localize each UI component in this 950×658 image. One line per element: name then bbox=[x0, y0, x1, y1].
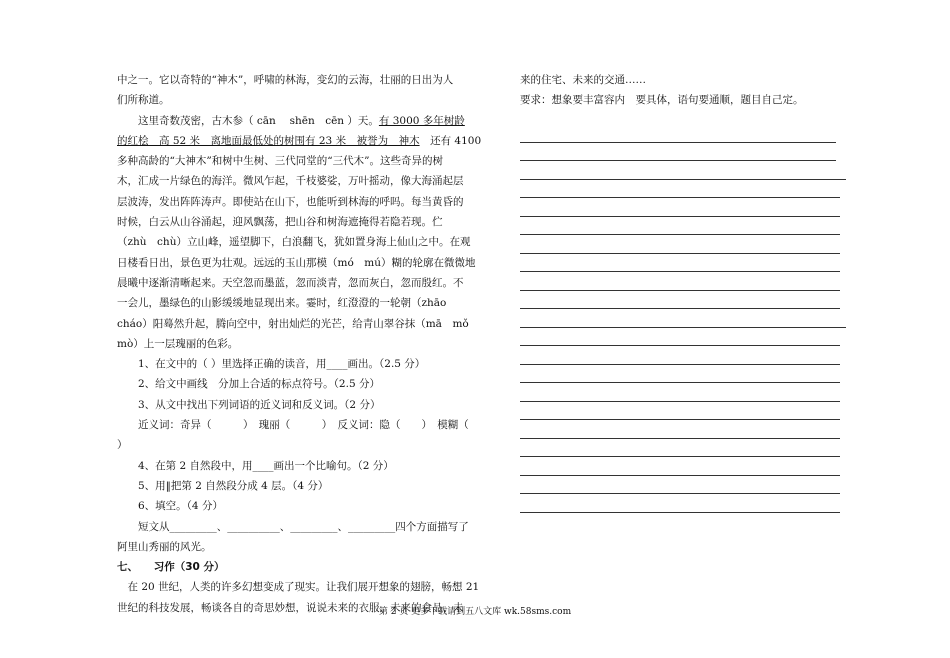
text-line: 木，汇成一片绿色的海洋。微风乍起，千枝婆娑，万叶摇动，像大海涌起层 bbox=[117, 175, 464, 188]
question-5: 5、用‖把第 2 自然段分成 4 层。（4 分） bbox=[117, 479, 329, 492]
writing-line bbox=[520, 254, 840, 273]
writing-line bbox=[520, 476, 840, 495]
text-line: 中之一。它以奇特的“神木”，呼啸的林海，变幻的云海，壮丽的日出为人 bbox=[117, 74, 454, 86]
text-line: 来的住宅、未来的交通…… bbox=[520, 74, 646, 86]
left-column bbox=[117, 70, 482, 618]
writing-area bbox=[520, 124, 850, 513]
writing-line bbox=[520, 143, 836, 162]
writing-line bbox=[520, 402, 840, 421]
requirement-line: 要求：想象要丰富容内 要具体，语句要通顺，题目自己定。 bbox=[520, 94, 804, 107]
writing-line bbox=[520, 365, 840, 384]
question-6-blanks: 短文从_________、__________、_________、_________四个方面描写了 bbox=[117, 520, 469, 533]
writing-line bbox=[520, 198, 840, 217]
page-footer: 第 2 页 更多下载请到五八文库 wk.58sms.com bbox=[378, 607, 572, 617]
writing-line bbox=[520, 180, 840, 199]
writing-line bbox=[520, 439, 840, 458]
question-4: 4、在第 2 自然段中，用____画出一个比喻句。（2 分） bbox=[117, 459, 394, 472]
underlined-text: 有 3000 多年树龄 bbox=[378, 114, 465, 127]
writing-line bbox=[520, 328, 840, 347]
question-3: 3、从文中找出下列词语的近义词和反义词。（2 分） bbox=[117, 398, 381, 411]
text-line: cháo）阳蓦然升起，腾向空中，射出灿烂的光芒，给青山翠谷抹（mā mǒ bbox=[117, 317, 469, 330]
question-1: 1、在文中的（ ）里选择正确的读音，用____画出。（2.5 分） bbox=[117, 358, 426, 371]
essay-line: 在 20 世纪，人类的许多幻想变成了现实。让我们展开想象的翅膀，畅想 21 bbox=[117, 581, 480, 594]
text-line: 一会儿，墨绿色的山影缓缓地显现出来。霎时，红澄澄的一轮朝（zhāo bbox=[117, 297, 447, 310]
writing-line bbox=[520, 494, 840, 513]
question-3-words: 近义词：奇异（ ） 瑰丽（ ） 反义词：隐（ ） 模糊（ bbox=[117, 419, 469, 432]
text-line: （zhù chù）立山峰，遥望脚下，白浪翻飞，犹如置身海上仙山之中。在观 bbox=[117, 236, 471, 249]
writing-line bbox=[520, 457, 840, 476]
writing-line bbox=[520, 272, 840, 291]
text-line: 的红桧 高 52 米 离地面最低处的树围有 23 米 被誉为 神木 还有 4100 bbox=[117, 134, 482, 147]
writing-line bbox=[520, 124, 836, 143]
text-line: mò）上一层瑰丽的色彩。 bbox=[117, 337, 239, 350]
text-line: ） bbox=[117, 439, 128, 452]
text-line: 层波涛，发出阵阵涛声。即使站在山下，也能听到林海的呼吗。每当黄昏的 bbox=[117, 195, 464, 208]
text-line: 日楼看日出，景色更为壮观。远远的玉山那模（mó mú）糊的轮廓在微微地 bbox=[117, 256, 476, 269]
question-6: 6、填空。（4 分） bbox=[117, 500, 223, 513]
section-heading: 七、 习作（30 分） bbox=[117, 561, 225, 574]
writing-line bbox=[520, 383, 840, 402]
question-2: 2、给文中画线 分加上合适的标点符号。（2.5 分） bbox=[117, 378, 380, 391]
right-column bbox=[520, 70, 850, 111]
text-line: 这里奇数茂密，古木参（ cān shēn cēn ）天。有 3000 多年树龄 bbox=[117, 114, 465, 127]
text-line: 们所称道。 bbox=[117, 94, 170, 107]
writing-line bbox=[520, 161, 846, 180]
writing-line bbox=[520, 235, 840, 254]
text-line: 晨曦中逐渐清晰起来。天空忽而墨蓝，忽而淡青，忽而灰白，忽而殷红。不 bbox=[117, 276, 464, 289]
writing-line bbox=[520, 291, 840, 310]
essay-line: 世纪的科技发展，畅谈各自的奇思妙想，说说未来的衣服、未来的食品、未 bbox=[117, 601, 464, 614]
writing-line bbox=[520, 420, 840, 439]
text-line: 阿里山秀丽的风光。 bbox=[117, 540, 212, 553]
writing-line bbox=[520, 309, 846, 328]
text-line: 多种高龄的“大神木”和树中生树、三代同堂的“三代木”。这些奇异的树 bbox=[117, 155, 443, 168]
text-line: 时候，白云从山谷涌起，迎风飘荡，把山谷和树海遮掩得若隐若现。伫 bbox=[117, 216, 443, 229]
writing-line bbox=[520, 346, 840, 365]
underlined-text: 的红桧 高 52 米 离地面最低处的树围有 23 米 被誉为 神木 bbox=[117, 134, 420, 147]
writing-line bbox=[520, 217, 840, 236]
